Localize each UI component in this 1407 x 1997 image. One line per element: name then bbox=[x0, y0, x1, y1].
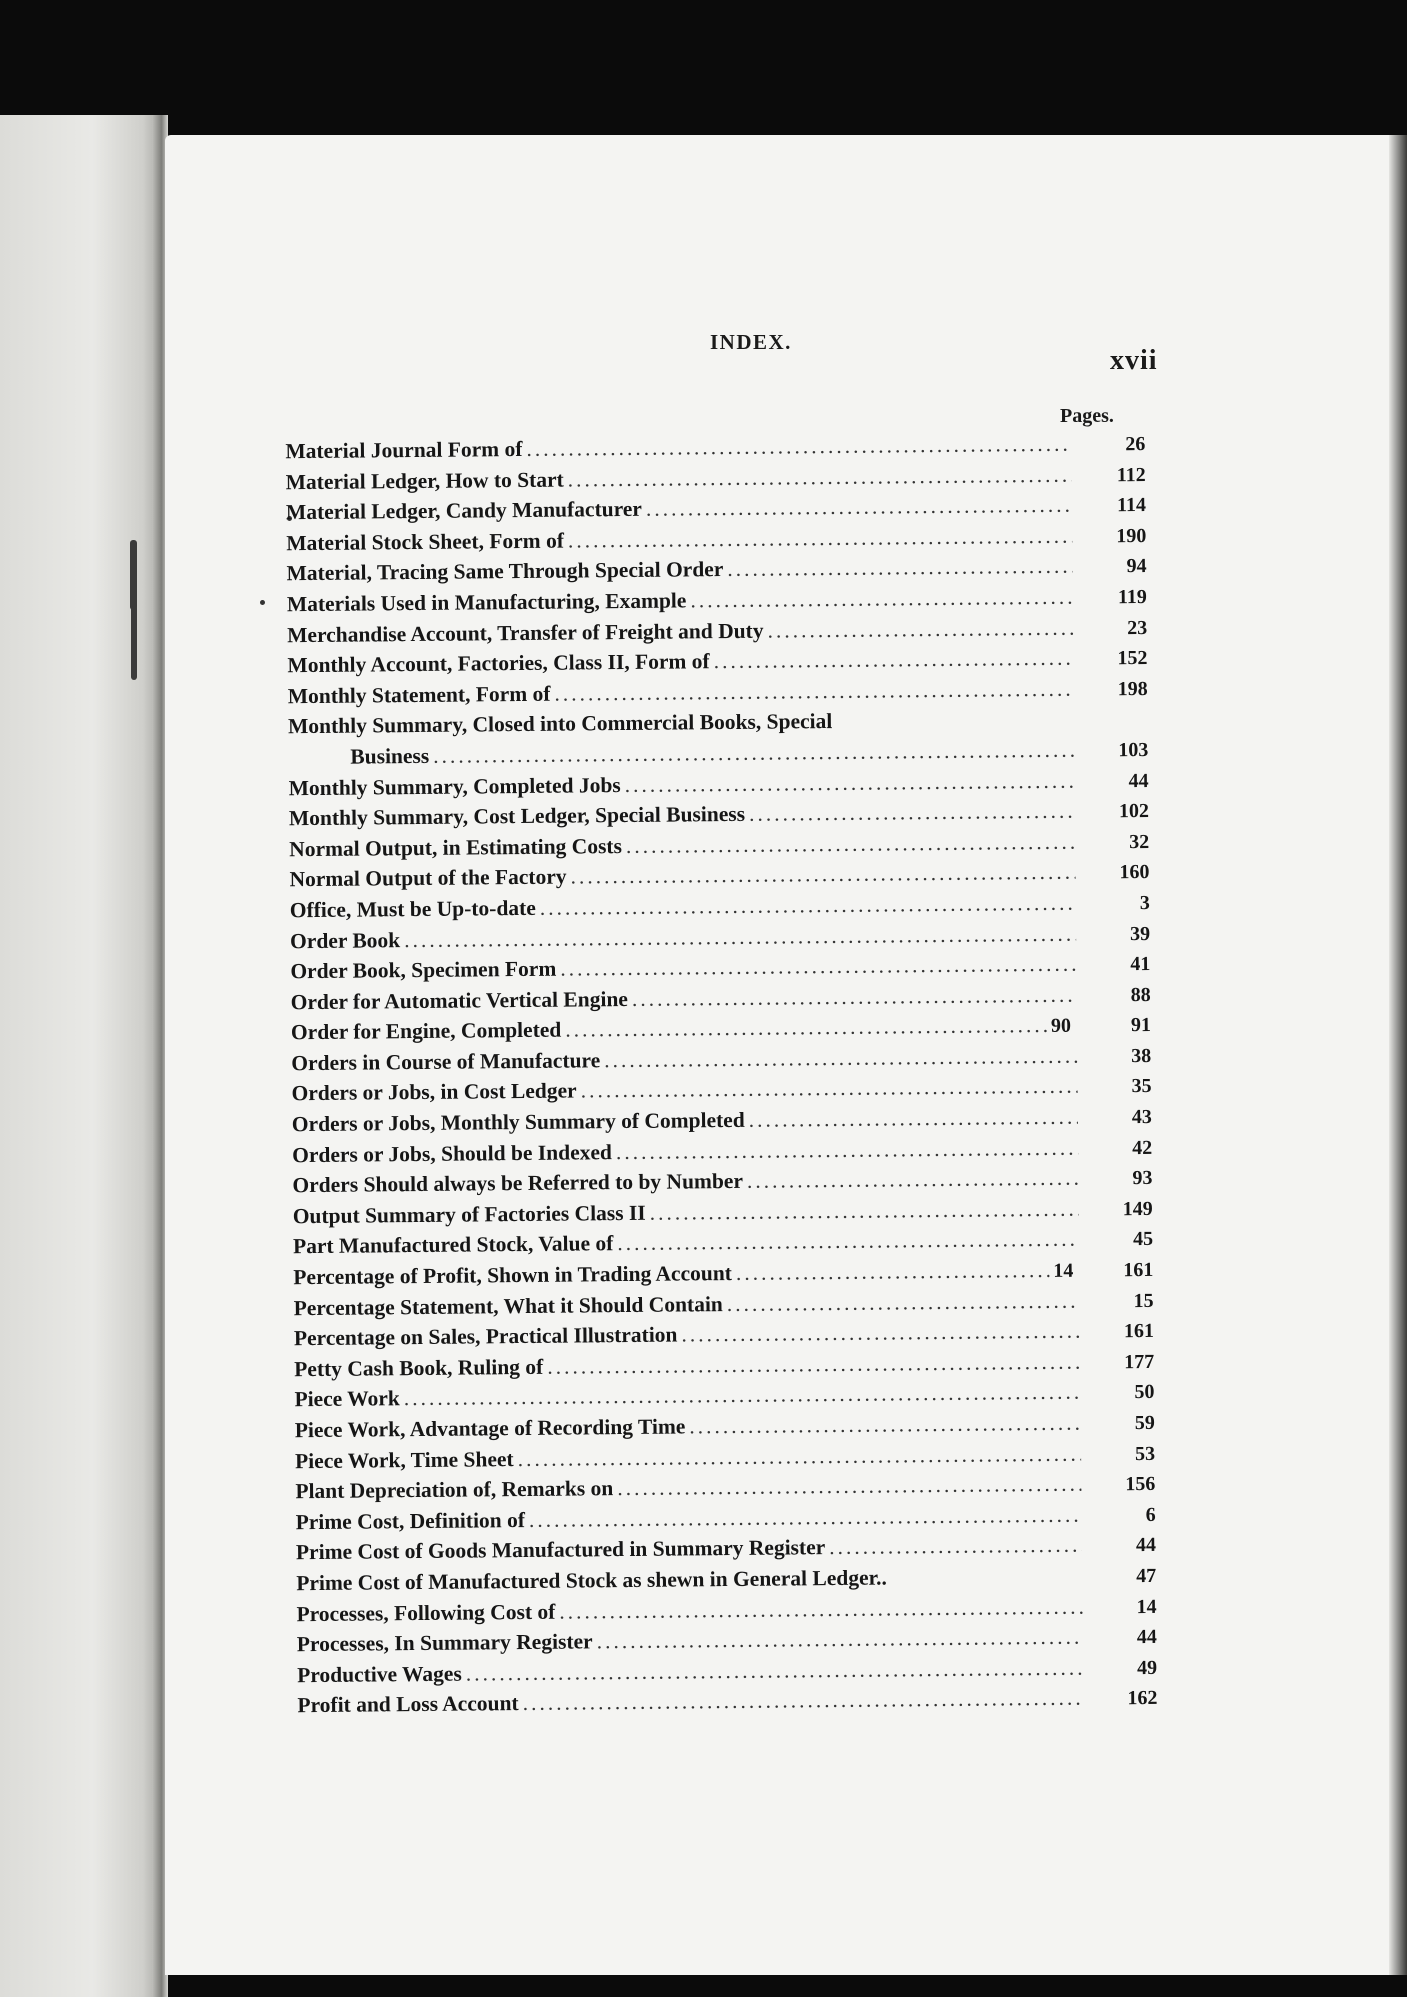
index-entry-text: Materials Used in Manufacturing, Example bbox=[286, 588, 687, 617]
index-entry-page: 42 bbox=[1132, 1136, 1153, 1159]
index-entry-page: 103 bbox=[1118, 738, 1149, 762]
margin-speck bbox=[260, 600, 265, 605]
dot-leader bbox=[581, 1074, 1078, 1104]
index-entry-text: Orders or Jobs, Should be Indexed bbox=[292, 1139, 613, 1167]
dot-leader bbox=[404, 921, 1076, 952]
index-entry-text: Percentage Statement, What it Should Contain bbox=[293, 1291, 723, 1320]
dot-leader bbox=[554, 676, 1073, 706]
dot-leader bbox=[681, 1319, 1080, 1348]
index-entry-text: Piece Work, Advantage of Recording Time bbox=[294, 1414, 686, 1443]
index-entry-text: Plant Depreciation of, Remarks on bbox=[295, 1476, 614, 1504]
index-entry-page: 49 bbox=[1137, 1656, 1158, 1679]
index-entry-text: Output Summary of Factories Class II bbox=[292, 1200, 646, 1229]
index-entry-page: 198 bbox=[1117, 677, 1148, 701]
index-entry-page: 44 bbox=[1136, 1626, 1157, 1649]
index-entry-page: 161 bbox=[1123, 1258, 1154, 1282]
dot-leader bbox=[749, 799, 1075, 827]
index-entry-page: 156 bbox=[1125, 1473, 1156, 1496]
index-entry-text: Prime Cost, Definition of bbox=[295, 1507, 526, 1534]
index-entry-page: 6 bbox=[1145, 1503, 1156, 1526]
index-entry-page: 53 bbox=[1134, 1442, 1156, 1465]
dot-leader bbox=[568, 462, 1072, 492]
index-entry-page: 41 bbox=[1130, 953, 1151, 976]
index-entry-text: Normal Output, in Estimating Costs bbox=[289, 833, 623, 861]
dot-leader bbox=[526, 432, 1071, 462]
index-entry-text: Orders Should always be Referred to by Number bbox=[292, 1169, 744, 1198]
dot-leader bbox=[749, 1105, 1078, 1133]
dot-leader bbox=[650, 1197, 1079, 1226]
index-entry-page: 3 bbox=[1139, 891, 1150, 914]
dot-leader bbox=[529, 1502, 1082, 1532]
index-entry-page: 23 bbox=[1127, 616, 1148, 639]
index-entry-page: 162 bbox=[1127, 1687, 1158, 1710]
index-entry-page: 38 bbox=[1131, 1044, 1152, 1068]
binding-mark-bottom bbox=[131, 605, 137, 680]
index-entry-page: 190 bbox=[1116, 524, 1147, 548]
dot-leader bbox=[714, 646, 1074, 674]
index-entry-page: 93 bbox=[1132, 1167, 1153, 1190]
index-entry-page: 112 bbox=[1116, 463, 1146, 486]
dot-leader bbox=[632, 982, 1077, 1011]
index-entry-page: 44 bbox=[1128, 769, 1149, 792]
index-entry-page: 102 bbox=[1118, 800, 1150, 823]
dot-leader bbox=[604, 1044, 1077, 1074]
dot-leader bbox=[617, 1472, 1081, 1501]
dot-leader bbox=[523, 1686, 1084, 1716]
dot-leader bbox=[559, 1594, 1082, 1624]
index-entry-text: Monthly Summary, Cost Ledger, Special Business bbox=[288, 801, 746, 831]
binding-mark-top bbox=[130, 540, 137, 610]
index-entry-text: Processes, Following Cost of bbox=[296, 1599, 556, 1626]
index-entry-page: 161 bbox=[1123, 1320, 1154, 1343]
dot-leader bbox=[560, 952, 1076, 982]
index-list bbox=[285, 405, 1158, 1724]
index-entry-text: Monthly Account, Factories, Class II, Form of bbox=[287, 649, 710, 678]
index-entry-inline-page: 90 bbox=[1050, 1015, 1072, 1038]
index-entry-text: Order for Automatic Vertical Engine bbox=[290, 986, 628, 1014]
index-entry-page: 59 bbox=[1134, 1411, 1155, 1435]
index-entry-inline-page: 14 bbox=[1053, 1259, 1074, 1282]
index-entry-text: Profit and Loss Account bbox=[297, 1691, 519, 1718]
book-gutter bbox=[0, 115, 168, 1997]
dot-leader bbox=[616, 1135, 1078, 1164]
index-entry-page: 91 bbox=[1130, 1014, 1152, 1037]
dot-leader bbox=[547, 1349, 1080, 1379]
page-edge-shadow bbox=[1389, 135, 1407, 1975]
dot-leader bbox=[625, 768, 1075, 797]
index-entry-page: 160 bbox=[1119, 861, 1150, 884]
dot-leader bbox=[646, 493, 1072, 522]
index-entry-text: Material Stock Sheet, Form of bbox=[286, 528, 565, 556]
index-entry-page: 177 bbox=[1124, 1350, 1155, 1374]
index-entry-page: 15 bbox=[1133, 1289, 1154, 1312]
index-entry-text: Orders in Course of Manufacture bbox=[291, 1048, 601, 1076]
index-entry-page: 32 bbox=[1129, 830, 1150, 853]
index-entry-page: 152 bbox=[1117, 647, 1148, 670]
index-entry-page: 26 bbox=[1125, 432, 1146, 456]
dot-leader bbox=[690, 585, 1073, 614]
index-entry-page: 114 bbox=[1116, 494, 1147, 517]
index-entry-page: 94 bbox=[1126, 555, 1147, 578]
index-entry-text: Normal Output of the Factory bbox=[289, 864, 567, 892]
index-entry-text: Percentage of Profit, Shown in Trading Account bbox=[293, 1261, 732, 1290]
index-entry-text: Piece Work bbox=[294, 1386, 400, 1412]
dot-leader bbox=[565, 1013, 1047, 1043]
dot-leader bbox=[570, 860, 1075, 890]
page-number: xvii bbox=[1110, 345, 1158, 376]
index-entry-text: Order Book, Specimen Form bbox=[290, 956, 557, 984]
index-entry-text: Order Book bbox=[289, 927, 401, 953]
dot-leader bbox=[727, 1288, 1080, 1316]
index-entry-text: Monthly Summary, Closed into Commercial Books, Special bbox=[287, 709, 833, 739]
pages-column-header: Pages. bbox=[1060, 405, 1114, 427]
index-entry-page: 44 bbox=[1135, 1534, 1157, 1557]
dot-leader bbox=[597, 1625, 1083, 1655]
index-entry-text: Business bbox=[350, 743, 430, 769]
index-entry-text: Monthly Summary, Completed Jobs bbox=[288, 772, 621, 800]
dot-leader bbox=[727, 554, 1072, 582]
index-entry-text: Order for Engine, Completed bbox=[290, 1017, 562, 1045]
index-entry-text: Orders or Jobs, in Cost Ledger bbox=[291, 1078, 577, 1106]
index-entry-text: Prime Cost of Manufactured Stock as shewn in General Ledger.. bbox=[296, 1565, 887, 1596]
index-entry-page: 35 bbox=[1131, 1075, 1152, 1098]
index-entry-page: 39 bbox=[1129, 922, 1151, 945]
dot-leader bbox=[404, 1380, 1081, 1411]
index-entry-text: Part Manufactured Stock, Value of bbox=[292, 1231, 614, 1259]
index-entry-text: Productive Wages bbox=[297, 1661, 462, 1687]
index-entry-text: Material, Tracing Same Through Special Order bbox=[286, 557, 724, 586]
index-entry-text: Prime Cost of Goods Manufactured in Summary Register bbox=[295, 1535, 826, 1565]
dot-leader bbox=[518, 1441, 1082, 1471]
dot-leader bbox=[736, 1258, 1050, 1286]
index-entry-text: Material Ledger, Candy Manufacturer bbox=[285, 497, 642, 525]
dot-leader bbox=[540, 891, 1076, 921]
page-title: INDEX. bbox=[710, 330, 792, 354]
index-entry-page: 50 bbox=[1134, 1381, 1155, 1404]
index-entry-text: Petty Cash Book, Ruling of bbox=[294, 1354, 544, 1382]
dot-leader bbox=[767, 615, 1073, 643]
dot-leader bbox=[747, 1166, 1079, 1194]
index-entry-text: Material Journal Form of bbox=[285, 436, 523, 464]
index-entry-page: 14 bbox=[1136, 1595, 1157, 1618]
dot-leader bbox=[466, 1655, 1084, 1686]
index-entry-text: Piece Work, Time Sheet bbox=[294, 1446, 514, 1473]
index-entry-text: Merchandise Account, Transfer of Freight and Duty bbox=[287, 618, 764, 647]
dot-leader bbox=[568, 523, 1073, 553]
dot-leader bbox=[626, 829, 1076, 858]
index-entry-page: 47 bbox=[1136, 1564, 1157, 1588]
dot-leader bbox=[617, 1227, 1079, 1256]
index-entry-page: 88 bbox=[1130, 983, 1151, 1006]
index-entry-text: Processes, In Summary Register bbox=[296, 1629, 593, 1657]
index-entry-text: Orders or Jobs, Monthly Summary of Completed bbox=[291, 1107, 745, 1137]
index-entry-text: Office, Must be Up-to-date bbox=[289, 895, 536, 923]
index-entry-page: 119 bbox=[1117, 585, 1147, 609]
index-entry-page: 45 bbox=[1132, 1228, 1154, 1251]
index-entry-page bbox=[1078, 725, 1148, 726]
index-entry-text: Material Ledger, How to Start bbox=[285, 467, 564, 494]
dot-leader bbox=[689, 1411, 1081, 1440]
dot-leader bbox=[433, 738, 1074, 769]
index-entry-page: 149 bbox=[1122, 1197, 1153, 1221]
dot-leader bbox=[829, 1533, 1082, 1560]
index-entry-text: Monthly Statement, Form of bbox=[287, 681, 551, 708]
index-entry-page: 43 bbox=[1131, 1106, 1152, 1129]
index-entry-text: Percentage on Sales, Practical Illustration bbox=[293, 1322, 678, 1351]
